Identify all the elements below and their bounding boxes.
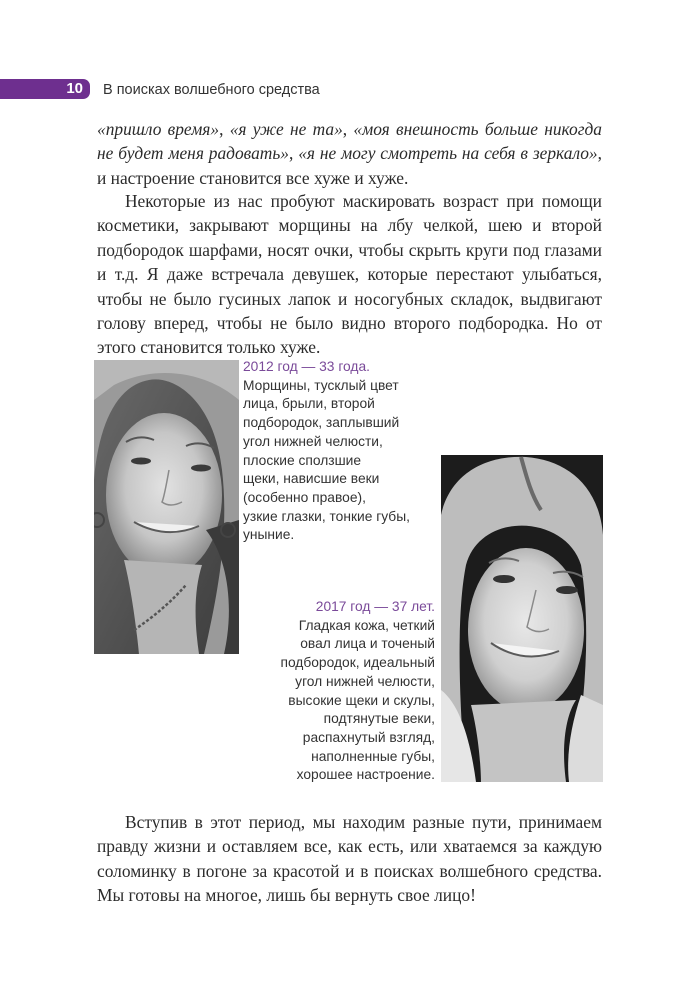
caption-title: 2012 год — 33 года. — [243, 359, 370, 374]
paragraph-text: Некоторые из нас пробуют маскировать возраст при помощи косметики, закрывают морщины на лбу челкой, шею и второй подбородок шарфами, носят очки, чтобы скрыть круги под глазами и т.д. Я даже встречала девушек, которые перестают улыбаться, чтобы не было гусиных лапок и носогубных складок, выдвигают голову вперед, чтобы не было видно второго подбородка. Но от этого становится только хуже. — [97, 191, 602, 358]
caption-line: Морщины, тусклый цвет — [243, 377, 399, 393]
caption-line: подбородок, заплывший — [243, 415, 400, 431]
caption-line: (особенно правое), — [243, 489, 366, 505]
page-number: 10 — [66, 80, 83, 97]
paragraph-quotes: «пришло время», «я уже не та», «моя внешность больше никогда не будет меня радовать», «я не могу смотреть на себя в зеркало», и настроение становится все хуже и хуже. — [97, 119, 602, 188]
caption-line: хорошее настроение. — [296, 767, 435, 783]
caption-line: лица, брыли, второй — [243, 396, 375, 412]
caption-line: овал лица и точеный — [300, 636, 435, 652]
photo-2017 — [441, 455, 603, 782]
portrait-2017-image — [441, 455, 603, 782]
photo-2012 — [94, 360, 239, 654]
quote: «я не могу смотреть на себя в зеркало» — [298, 143, 598, 164]
paragraph-text: Вступив в этот период, мы находим разные пути, принимаем правду жизни и оставляем все, как есть, или хватаемся за каждую соломинку в погоне за красотой и в поисках волшебного средства. Мы готовы на многое, лишь бы вернуть свое лицо! — [97, 812, 602, 906]
caption-line: угол нижней челюсти, — [295, 673, 435, 689]
caption-line: плоские сползшие — [243, 452, 362, 468]
caption-line: наполненные губы, — [311, 748, 435, 764]
running-head: В поисках волшебного средства — [103, 82, 320, 98]
caption-title: 2017 год — 37 лет. — [315, 599, 435, 614]
page-number-tab — [0, 79, 90, 99]
caption-line: щеки, нависшие веки — [243, 471, 380, 487]
caption-line: Гладкая кожа, четкий — [298, 617, 435, 633]
paragraph-masking — [97, 189, 602, 360]
caption-2012 — [243, 358, 410, 545]
caption-2017 — [280, 598, 435, 785]
caption-line: высокие щеки и скулы, — [288, 692, 435, 708]
caption-line: подбородок, идеальный — [280, 655, 435, 671]
portrait-2012-image — [94, 360, 239, 654]
quote: «пришло время» — [97, 119, 220, 139]
caption-line: уныние. — [243, 527, 295, 543]
caption-line: угол нижней челюсти, — [243, 433, 383, 449]
caption-line: узкие глазки, тонкие губы, — [243, 508, 410, 524]
quote: «я уже не та» — [229, 119, 343, 139]
quote: «моя внешность больше никогда не будет меня радовать» — [97, 119, 602, 164]
paragraph-conclusion — [97, 810, 602, 908]
caption-line: распахнутый взгляд, — [302, 729, 435, 745]
caption-line: подтянутые веки, — [323, 711, 435, 727]
